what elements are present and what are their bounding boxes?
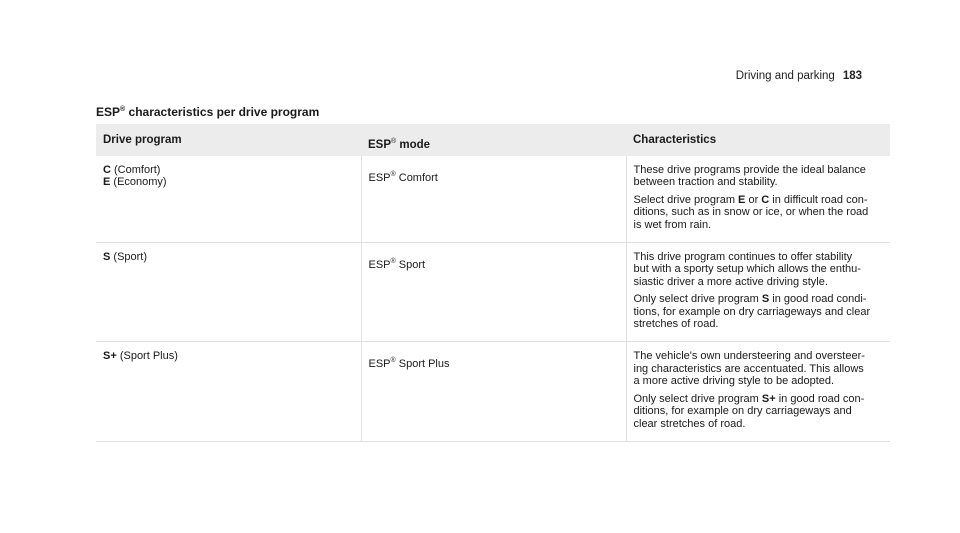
bold-program-code: E — [738, 193, 746, 206]
text-segment: (Sport Plus) — [116, 350, 178, 363]
text-line — [634, 194, 884, 206]
page-number: 183 — [842, 70, 862, 82]
drive-program-cell — [96, 342, 361, 441]
esp-mode-cell — [361, 243, 626, 342]
text-segment: These drive programs provide the ideal balance — [633, 164, 866, 176]
header-drive-program: Drive program — [96, 124, 361, 156]
esp-characteristics-table — [96, 124, 890, 442]
text-line — [634, 363, 884, 375]
text-segment: ditions, for example on dry carriageways and — [633, 405, 852, 418]
esp-mode-name: ESP — [368, 358, 391, 371]
text-segment: siastic driver a more active driving style. — [633, 275, 828, 288]
bold-program-code: S+ — [761, 392, 776, 405]
text-line — [634, 206, 884, 218]
text-segment: The vehicle's own understeering and oversteer- — [633, 350, 865, 363]
text-line — [634, 405, 884, 417]
text-line — [634, 350, 884, 362]
characteristics-cell — [626, 156, 890, 243]
esp-mode-name: ESP — [368, 259, 391, 272]
text-line — [634, 418, 884, 430]
text-segment: but with a sporty setup which allows the enthu- — [633, 263, 861, 276]
text-segment: (Economy) — [110, 176, 167, 189]
header-characteristics: Characteristics — [626, 124, 890, 156]
title-rest: characteristics per drive program — [125, 105, 320, 119]
esp-mode-cell — [361, 156, 626, 243]
header-mode: mode — [396, 138, 431, 151]
text-line — [634, 219, 884, 231]
characteristics-paragraph — [634, 194, 884, 231]
table-title — [96, 105, 319, 119]
text-segment: Select drive program — [633, 193, 739, 206]
characteristics-cell — [626, 342, 890, 441]
bold-program-code: C — [761, 193, 770, 206]
running-header — [736, 70, 862, 82]
esp-mode-suffix: Sport Plus — [395, 358, 450, 371]
characteristics-paragraph — [634, 293, 884, 330]
text-segment: ditions, such as in snow or ice, or when the road — [633, 206, 869, 219]
text-line — [103, 350, 354, 362]
text-segment: in difficult road con- — [769, 193, 868, 206]
bold-program-code: S+ — [103, 350, 117, 363]
text-line — [634, 164, 884, 176]
table-row — [96, 243, 890, 342]
bold-program-code: S — [761, 293, 770, 306]
text-line — [103, 164, 354, 176]
bold-program-code: C — [103, 164, 111, 176]
text-line — [634, 375, 884, 387]
title-registered-mark: ® — [120, 106, 126, 113]
text-segment: tions, for example on dry carriageways and clear — [633, 305, 871, 318]
text-line — [634, 263, 884, 275]
esp-mode-cell — [361, 342, 626, 441]
text-line — [634, 293, 884, 305]
esp-mode-suffix: Sport — [395, 259, 426, 272]
esp-mode-suffix: Comfort — [395, 172, 438, 184]
text-segment: stretches of road. — [633, 318, 719, 331]
text-segment: ing characteristics are accentuated. This allows — [633, 362, 864, 375]
table-header-row — [96, 124, 890, 156]
registered-mark: ® — [390, 171, 396, 178]
table-row — [96, 342, 890, 441]
text-segment: This drive program continues to offer stability — [633, 251, 853, 264]
text-segment: a more active driving style to be adopted. — [633, 375, 835, 388]
text-line — [634, 393, 884, 405]
text-line — [103, 176, 354, 188]
header-esp-mode — [361, 124, 626, 156]
section-name: Driving and parking — [735, 70, 835, 82]
text-line — [634, 306, 884, 318]
text-segment: (Sport) — [110, 251, 148, 264]
title-esp: ESP — [96, 105, 121, 119]
text-line — [634, 251, 884, 263]
characteristics-paragraph — [634, 251, 884, 288]
text-line — [103, 251, 354, 263]
text-line — [634, 318, 884, 330]
table-row — [96, 156, 890, 243]
text-segment: in good road con- — [775, 392, 865, 405]
bold-program-code: S — [103, 251, 111, 264]
bold-program-code: E — [103, 176, 111, 189]
text-segment: Only select drive program — [633, 392, 762, 405]
registered-mark: ® — [390, 258, 396, 266]
text-line — [634, 176, 884, 188]
text-segment: in good road condi- — [769, 293, 867, 306]
drive-program-cell — [96, 243, 361, 342]
text-line — [634, 276, 884, 288]
esp-mode-name: ESP — [368, 172, 391, 184]
header-esp: ESP — [368, 138, 392, 151]
text-segment: is wet from rain. — [633, 218, 712, 231]
text-segment: or — [745, 193, 762, 206]
drive-program-cell — [96, 156, 361, 243]
characteristics-cell — [626, 243, 890, 342]
text-segment: between traction and stability. — [633, 176, 778, 189]
text-segment: Only select drive program — [633, 293, 762, 306]
registered-mark: ® — [390, 357, 396, 365]
header-registered-mark: ® — [391, 137, 397, 145]
text-segment: clear stretches of road. — [633, 417, 746, 430]
text-segment: (Comfort) — [110, 164, 161, 176]
characteristics-paragraph — [634, 164, 884, 189]
characteristics-paragraph — [634, 350, 884, 387]
characteristics-paragraph — [634, 393, 884, 430]
